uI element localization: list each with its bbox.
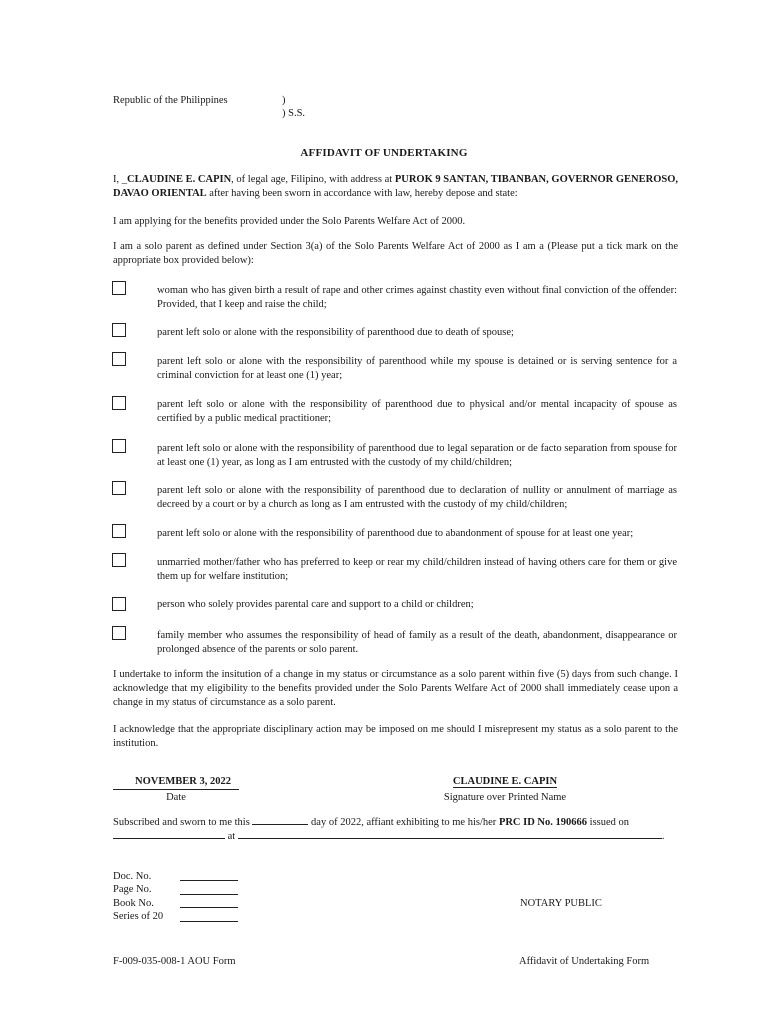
page-no-blank[interactable] (180, 894, 238, 895)
option-checkbox[interactable] (112, 281, 126, 295)
doc-no-blank[interactable] (180, 880, 238, 881)
option-text: person who solely provides parental care and support to a child or children; (157, 599, 474, 610)
date-value: NOVEMBER 3, 2022 (135, 776, 231, 787)
subscribed-line-2 (113, 830, 683, 844)
subscribed-part1: Subscribed and sworn to me this (113, 817, 250, 828)
at-label: at (227, 831, 236, 842)
option-text: parent left solo or alone with the responsibility of parenthood due to death of spouse; (157, 327, 514, 338)
country-label: Republic of the Philippines (113, 95, 228, 106)
signature-name-wrap (400, 775, 610, 789)
option-text: parent left solo or alone with the responsibility of parenthood due to declaration of nullity or annulment of marriage as decreed by a court or by a church as long as I am entrusted with the custody of my child/children; (157, 485, 677, 510)
applying-paragraph: I am applying for the benefits provided under the Solo Parents Welfare Act of 2000. (113, 216, 466, 227)
intro-mid: , of legal age, Filipino, with address at (231, 174, 395, 185)
series-label: Series of 20 (113, 911, 164, 922)
issued-on-blank[interactable] (113, 838, 225, 839)
intro-prefix: I, _ (113, 174, 128, 185)
option-text: parent left solo or alone with the responsibility of parenthood due to legal separation or de facto separation from spouse for at least one (1) year, as long as I am entrusted with the custody of my child/children; (157, 443, 677, 468)
affiant-name: CLAUDINE E. CAPIN (127, 174, 232, 185)
place-blank[interactable] (238, 838, 662, 839)
subscribed-part2: day of 2022, affiant exhibiting to me his/her (311, 817, 497, 828)
intro-suffix: after having been sworn in accordance with law, hereby depose and state: (206, 188, 518, 199)
option-checkbox[interactable] (112, 439, 126, 453)
option-text: family member who assumes the responsibility of head of family as a result of the death, abandonment, disappearance or prolonged absence of the parents or solo parent. (157, 630, 677, 655)
intro-paragraph (113, 173, 678, 201)
affiant-address: PUROK 9 SANTAN, TIBANBAN, GOVERNOR GENEROSO, DAVAO ORIENTAL (113, 174, 679, 199)
doc-no-label: Doc. No. (113, 871, 152, 882)
day-blank[interactable] (252, 824, 308, 825)
subscribed-line (113, 816, 683, 830)
option-checkbox[interactable] (112, 597, 126, 611)
book-no-blank[interactable] (180, 907, 238, 908)
ss-label: ) S.S. (282, 108, 306, 119)
document-title: AFFIDAVIT OF UNDERTAKING (300, 147, 468, 159)
book-no-label: Book No. (113, 898, 154, 909)
option-checkbox[interactable] (112, 396, 126, 410)
signature-name: CLAUDINE E. CAPIN (452, 776, 558, 787)
solo-parent-paragraph: I am a solo parent as defined under Section 3(a) of the Solo Parents Welfare Act of 2000 as I am a (Please put a tick mark on the appropriate box provided below): (113, 241, 678, 266)
signature-label: Signature over Printed Name (443, 792, 567, 803)
acknowledge-paragraph: I acknowledge that the appropriate disciplinary action may be imposed on me should I misrepresent my status as a solo parent to the institution. (113, 724, 678, 749)
notary-public-label: NOTARY PUBLIC (520, 898, 602, 909)
option-checkbox[interactable] (112, 323, 126, 337)
option-checkbox[interactable] (112, 524, 126, 538)
option-text: woman who has given birth a result of rape and other crimes against chastity even without final conviction of the offender: Provided, that I keep and raise the child; (157, 285, 677, 310)
option-checkbox[interactable] (112, 481, 126, 495)
option-text: unmarried mother/father who has preferred to keep or rear my child/children instead of having others care for them or give them up for welfare institution; (157, 557, 677, 582)
undertake-paragraph: I undertake to inform the insitution of a change in my status or circumstance as a solo parent within five (5) days from such change. I acknowledge that my eligibility to the benefits provided under the Solo Parents Welfare Act of 2000 shall immediately cease upon a change in my status of circumstance as a solo parent. (113, 669, 678, 708)
form-name: Affidavit of Undertaking Form (519, 956, 650, 967)
page-no-label: Page No. (113, 884, 152, 895)
option-text: parent left solo or alone with the responsibility of parenthood while my spouse is detained or is serving sentence for a criminal conviction for at least one (1) year; (157, 356, 677, 381)
paren-top: ) (282, 95, 286, 106)
form-code: F-009-035-008-1 AOU Form (113, 956, 236, 967)
option-checkbox[interactable] (112, 352, 126, 366)
date-label: Date (166, 792, 186, 803)
line-end: . (661, 831, 665, 842)
option-text: parent left solo or alone with the responsibility of parenthood due to abandonment of spouse for at least one year; (157, 528, 634, 539)
subscribed-part3: issued on (589, 817, 630, 828)
series-blank[interactable] (180, 921, 238, 922)
option-checkbox[interactable] (112, 553, 126, 567)
prc-id: PRC ID No. 190666 (498, 817, 588, 828)
option-text: parent left solo or alone with the responsibility of parenthood due to physical and/or mental incapacity of spouse as certified by a public medical practitioner; (157, 399, 677, 424)
option-checkbox[interactable] (112, 626, 126, 640)
